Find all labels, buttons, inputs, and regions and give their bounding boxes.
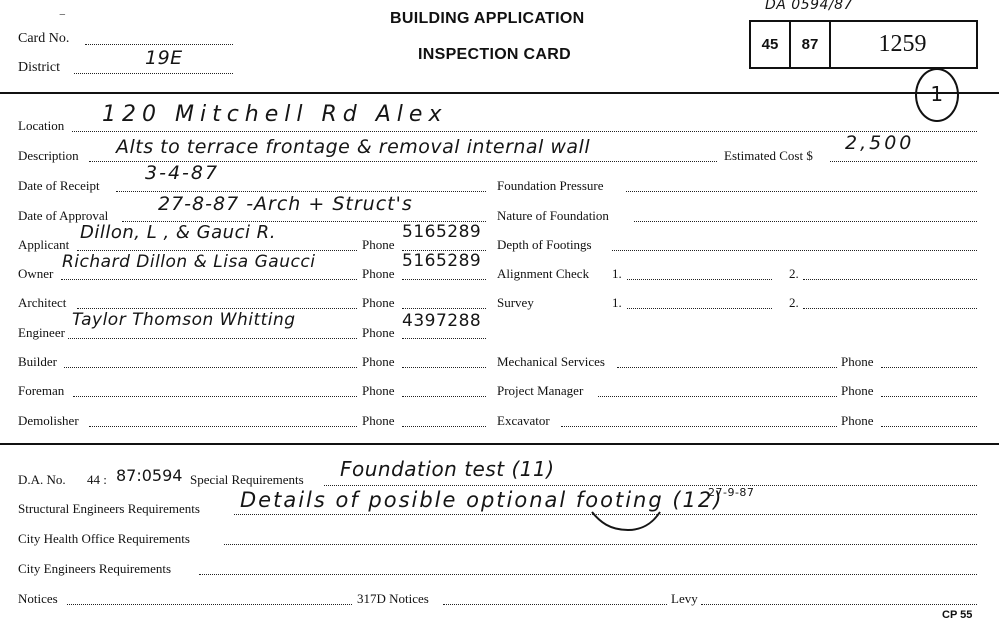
structural-label: Structural Engineers Requirements <box>18 501 200 516</box>
form-title-line1: BUILDING APPLICATION <box>390 10 585 27</box>
project-manager-line <box>598 396 837 397</box>
mechanical-phone-line <box>881 367 977 368</box>
city-health-label: City Health Office Requirements <box>18 531 190 546</box>
architect-phone-line <box>402 308 486 309</box>
architect-phone-label: Phone <box>362 295 395 310</box>
mechanical-phone-label: Phone <box>841 354 874 369</box>
demolisher-line <box>89 426 357 427</box>
card-number-cell-1: 45 <box>751 22 791 67</box>
depth-footings-label: Depth of Footings <box>497 237 592 252</box>
architect-line <box>77 308 357 309</box>
survey-line-2 <box>803 308 977 309</box>
applicant-line <box>77 250 357 251</box>
engineer-phone-value: 4397288 <box>402 311 482 331</box>
project-manager-phone-line <box>881 396 977 397</box>
card-no-line <box>85 44 233 45</box>
date-approval-value: 27-8-87 -Arch + Struct's <box>158 193 413 215</box>
da-no-value: 87:0594 <box>116 466 183 485</box>
da-no-prefix: 44 : <box>87 472 107 487</box>
builder-line <box>64 367 357 368</box>
description-label: Description <box>18 148 79 163</box>
district-value: 19E <box>145 47 183 69</box>
project-manager-phone-label: Phone <box>841 383 874 398</box>
foundation-pressure-line <box>626 191 977 192</box>
excavator-line <box>561 426 837 427</box>
applicant-phone-value: 5165289 <box>402 222 482 242</box>
demolisher-label: Demolisher <box>18 413 79 428</box>
owner-label: Owner <box>18 266 54 281</box>
architect-label: Architect <box>18 295 67 310</box>
card-no-label: Card No. <box>18 31 70 46</box>
engineer-phone-line <box>402 338 486 339</box>
nature-foundation-line <box>634 221 977 222</box>
mechanical-label: Mechanical Services <box>497 354 605 369</box>
da-no-label: D.A. No. <box>18 472 66 487</box>
notices-317d-line <box>443 604 667 605</box>
survey-num-1: 1. <box>612 295 622 310</box>
foreman-label: Foreman <box>18 383 65 398</box>
excavator-phone-label: Phone <box>841 413 874 428</box>
survey-num-2: 2. <box>789 295 799 310</box>
project-manager-label: Project Manager <box>497 383 584 398</box>
dash-mark: ‾ <box>60 14 65 29</box>
date-receipt-value: 3-4-87 <box>145 162 220 184</box>
circled-number-text: 1 <box>930 82 944 106</box>
card-number-cell-2: 87 <box>791 22 831 67</box>
location-label: Location <box>18 118 65 133</box>
alignment-check-line-2 <box>803 279 977 280</box>
date-receipt-line <box>116 191 486 192</box>
structural-date: 27-9-87 <box>708 486 755 499</box>
top-rule <box>0 92 999 94</box>
applicant-phone-label: Phone <box>362 237 395 252</box>
demolisher-phone-line <box>402 426 486 427</box>
excavator-phone-line <box>881 426 977 427</box>
survey-line-1 <box>627 308 772 309</box>
nature-foundation-label: Nature of Foundation <box>497 208 609 223</box>
date-receipt-label: Date of Receipt <box>18 178 100 193</box>
alignment-check-num-2: 2. <box>789 266 799 281</box>
estimated-cost-value: 2,500 <box>845 132 915 154</box>
middle-rule <box>0 443 999 445</box>
special-req-line <box>324 485 977 486</box>
survey-label: Survey <box>497 295 534 310</box>
alignment-check-line-1 <box>627 279 772 280</box>
engineer-value: Taylor Thomson Whitting <box>72 310 296 330</box>
form-code: CP 55 <box>942 609 973 621</box>
engineer-label: Engineer <box>18 325 65 340</box>
levy-line <box>701 604 977 605</box>
builder-phone-label: Phone <box>362 354 395 369</box>
da-note: DA 0594/87 <box>765 0 853 13</box>
owner-phone-line <box>402 279 486 280</box>
owner-value: Richard Dillon & Lisa Gaucci <box>62 252 316 272</box>
date-approval-label: Date of Approval <box>18 208 109 223</box>
special-req-label: Special Requirements <box>190 472 304 487</box>
owner-line <box>61 279 357 280</box>
levy-label: Levy <box>671 591 698 606</box>
handwritten-squiggle <box>590 508 665 538</box>
location-line <box>72 131 977 132</box>
foundation-pressure-label: Foundation Pressure <box>497 178 604 193</box>
city-health-line <box>224 544 977 545</box>
owner-phone-value: 5165289 <box>402 251 482 271</box>
demolisher-phone-label: Phone <box>362 413 395 428</box>
district-label: District <box>18 60 60 75</box>
builder-label: Builder <box>18 354 57 369</box>
applicant-label: Applicant <box>18 237 70 252</box>
card-number-cell-3: 1259 <box>878 31 927 57</box>
builder-phone-line <box>402 367 486 368</box>
foreman-phone-label: Phone <box>362 383 395 398</box>
description-value: Alts to terrace frontage & removal internal wall <box>116 136 591 158</box>
structural-value: Details of posible optional footing (12) <box>240 488 724 512</box>
estimated-cost-label: Estimated Cost $ <box>724 148 813 163</box>
alignment-check-num-1: 1. <box>612 266 622 281</box>
notices-label: Notices <box>18 591 58 606</box>
excavator-label: Excavator <box>497 413 550 428</box>
estimated-cost-line <box>830 161 977 162</box>
owner-phone-label: Phone <box>362 266 395 281</box>
foreman-line <box>73 396 357 397</box>
mechanical-line <box>617 367 837 368</box>
foreman-phone-line <box>402 396 486 397</box>
special-req-value: Foundation test (11) <box>340 457 555 481</box>
depth-footings-line <box>612 250 977 251</box>
district-line <box>74 73 233 74</box>
notices-line <box>67 604 352 605</box>
engineer-phone-label: Phone <box>362 325 395 340</box>
notices-317d-label: 317D Notices <box>357 591 429 606</box>
card-number-box <box>749 20 978 69</box>
city-engineers-label: City Engineers Requirements <box>18 561 172 576</box>
applicant-value: Dillon, L , & Gauci R. <box>80 222 276 243</box>
alignment-check-label: Alignment Check <box>497 266 590 281</box>
circled-number <box>915 68 959 122</box>
engineer-line <box>68 338 357 339</box>
location-value: 120 Mitchell Rd Alex <box>102 102 448 127</box>
city-engineers-line <box>199 574 977 575</box>
form-title-line2: INSPECTION CARD <box>418 46 571 63</box>
